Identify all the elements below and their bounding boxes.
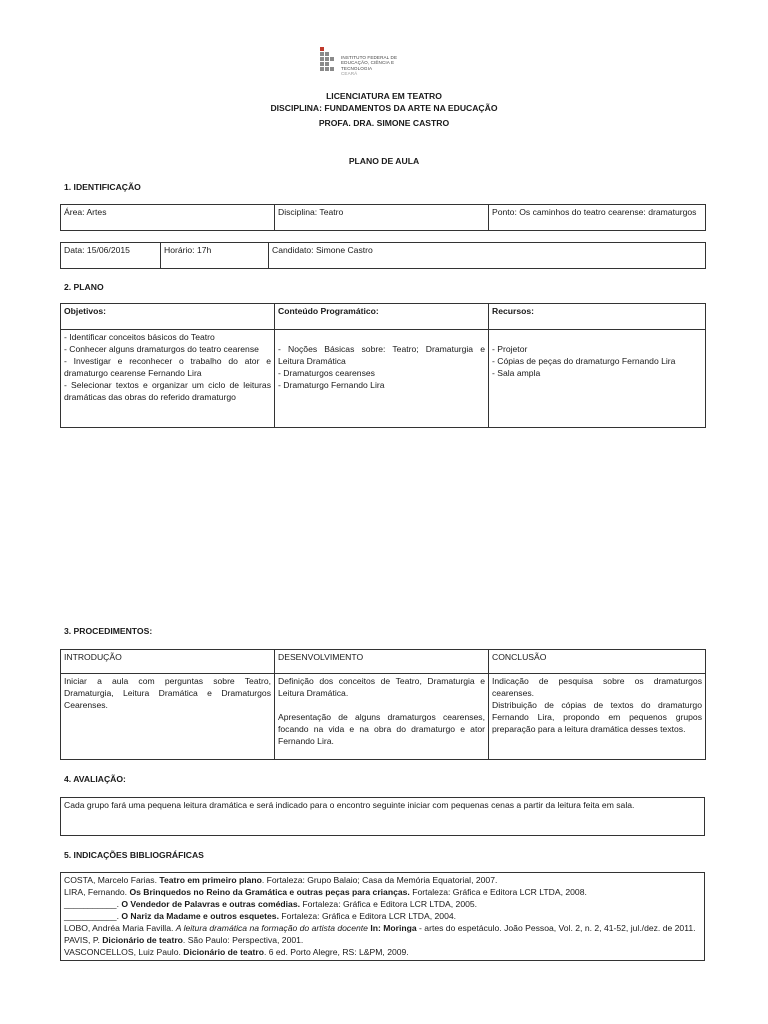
bib-publisher: . São Paulo: Perspectiva, 2001. bbox=[182, 935, 304, 945]
identificacao-table-2 bbox=[60, 242, 706, 269]
conteudo-header: Conteúdo Programático: bbox=[275, 304, 489, 330]
horario-cell: Horário: 17h bbox=[161, 243, 269, 269]
bib-journal: In: Moringa bbox=[367, 923, 417, 933]
bib-title: Dicionário de teatro bbox=[183, 947, 264, 957]
page-title: PLANO DE AULA bbox=[348, 156, 420, 166]
objetivos-header: Objetivos: bbox=[61, 304, 275, 330]
bib-author: COSTA, Marcelo Farias. bbox=[64, 875, 160, 885]
bib-title: A leitura dramática na formação do artista docente bbox=[175, 923, 368, 933]
disciplina-cell: Disciplina: Teatro bbox=[275, 205, 489, 231]
recurso-item: - Sala ampla bbox=[492, 368, 541, 378]
bib-author: LOBO, Andréa Maria Favilla. bbox=[64, 923, 176, 933]
bib-author: ___________. bbox=[64, 911, 122, 921]
bib-publisher: Fortaleza: Gráfica e Editora LCR LTDA, 2008. bbox=[409, 887, 587, 897]
bib-author: ___________. bbox=[64, 899, 122, 909]
objetivo-item: - Conhecer alguns dramaturgos do teatro cearense bbox=[64, 344, 259, 354]
conteudo-cell bbox=[275, 330, 489, 428]
objetivo-item: - Selecionar textos e organizar um ciclo de leituras dramáticas das obras do referido dramaturgo bbox=[64, 380, 271, 402]
bib-ref bbox=[64, 910, 701, 922]
section-bibliografia-heading: 5. INDICAÇÕES BIBLIOGRÁFICAS bbox=[64, 850, 204, 860]
recurso-item: - Cópias de peças do dramaturgo Fernando Lira bbox=[492, 356, 676, 366]
bib-author: LIRA, Fernando. bbox=[64, 887, 130, 897]
bib-publisher: Fortaleza: Gráfica e Editora LCR LTDA, 2005. bbox=[300, 899, 478, 909]
logo-text bbox=[341, 55, 406, 76]
bibliografia-table bbox=[60, 872, 705, 961]
conteudo-item: - Dramaturgos cearenses bbox=[278, 368, 375, 378]
conteudo-item: - Dramaturgo Fernando Lira bbox=[278, 380, 385, 390]
bib-title: Os Brinquedos no Reino da Gramática e outras peças para crianças. bbox=[129, 887, 410, 897]
identificacao-table-1 bbox=[60, 204, 706, 231]
section-plano-heading: 2. PLANO bbox=[64, 282, 104, 292]
recursos-cell bbox=[489, 330, 706, 428]
conclusao-cell bbox=[489, 674, 706, 760]
bib-title: O Nariz da Madame e outros esquetes. bbox=[121, 911, 279, 921]
logo-line-1: INSTITUTO FEDERAL DE bbox=[341, 55, 398, 60]
bib-publisher: . Fortaleza: Grupo Balaio; Casa da Memória Equatorial, 2007. bbox=[261, 875, 498, 885]
bib-author: PAVIS, P. bbox=[64, 935, 103, 945]
introducao-cell: Iniciar a aula com perguntas sobre Teatro, Dramaturgia, Leitura Dramática e Dramaturgos Cearenses. bbox=[61, 674, 275, 760]
desenvolvimento-paragraph: Definição dos conceitos de Teatro, Dramaturgia e Leitura Dramática. bbox=[278, 676, 485, 698]
bib-ref bbox=[64, 886, 701, 898]
logo-grid-icon bbox=[320, 47, 337, 74]
conclusao-header: CONCLUSÃO bbox=[489, 650, 706, 674]
logo-line-2: EDUCAÇÃO, CIÊNCIA E TECNOLOGIA bbox=[341, 60, 395, 71]
ponto-cell: Ponto: Os caminhos do teatro cearense: dramaturgos bbox=[489, 205, 706, 231]
section-identificacao-heading: 1. IDENTIFICAÇÃO bbox=[64, 182, 141, 192]
desenvolvimento-header: DESENVOLVIMENTO bbox=[275, 650, 489, 674]
bib-ref bbox=[64, 934, 701, 946]
bib-publisher: . 6 ed. Porto Alegre, RS: L&PM, 2009. bbox=[263, 947, 409, 957]
candidato-cell: Candidato: Simone Castro bbox=[269, 243, 706, 269]
procedimentos-table bbox=[60, 649, 706, 760]
plano-table bbox=[60, 303, 706, 428]
objetivo-item: - Investigar e reconhecer o trabalho do ator e dramaturgo cearense Fernando Lira bbox=[64, 356, 271, 378]
avaliacao-cell: Cada grupo fará uma pequena leitura dramática e será indicado para o encontro seguinte iniciar com pequenas cenas a partir da leitura feita em sala. bbox=[61, 798, 705, 836]
discipline-title: DISCIPLINA: FUNDAMENTOS DA ARTE NA EDUCAÇÃO bbox=[270, 103, 498, 113]
conteudo-item: - Noções Básicas sobre: Teatro; Dramaturgia e Leitura Dramática bbox=[278, 344, 485, 366]
recurso-item: - Projetor bbox=[492, 344, 528, 354]
bibliografia-cell bbox=[61, 873, 705, 961]
area-cell: Área: Artes bbox=[61, 205, 275, 231]
bib-publisher: Fortaleza: Gráfica e Editora LCR LTDA, 2004. bbox=[278, 911, 457, 921]
bib-title: Dicionário de teatro bbox=[102, 935, 183, 945]
objetivos-cell bbox=[61, 330, 275, 428]
bib-ref bbox=[64, 898, 701, 910]
bib-ref bbox=[64, 874, 701, 886]
section-procedimentos-heading: 3. PROCEDIMENTOS: bbox=[64, 626, 153, 636]
conclusao-paragraph: Indicação de pesquisa sobre os dramaturgos cearenses. bbox=[492, 676, 702, 698]
section-avaliacao-heading: 4. AVALIAÇÃO: bbox=[64, 774, 126, 784]
desenvolvimento-paragraph: Apresentação de alguns dramaturgos cearenses, focando na vida e na obra do dramaturgo e ator Fernando Lira. bbox=[278, 712, 485, 746]
course-title: LICENCIATURA EM TEATRO bbox=[326, 91, 442, 101]
institution-logo bbox=[320, 47, 406, 75]
bib-ref bbox=[64, 922, 701, 934]
conclusao-paragraph: Distribuição de cópias de textos do dramaturgo Fernando Lira, propondo em pequenos grupos preparação para a leitura dramática desses textos. bbox=[492, 700, 702, 734]
bib-author: VASCONCELLOS, Luiz Paulo. bbox=[64, 947, 184, 957]
desenvolvimento-cell bbox=[275, 674, 489, 760]
introducao-header: INTRODUÇÃO bbox=[61, 650, 275, 674]
professor-name: PROFA. DRA. SIMONE CASTRO bbox=[318, 118, 450, 128]
bib-publisher: - artes do espetáculo. João Pessoa, Vol. 2, n. 2, 41-52, jul./dez. de 2011. bbox=[416, 923, 696, 933]
bib-title: Teatro em primeiro plano bbox=[159, 875, 262, 885]
data-cell: Data: 15/06/2015 bbox=[61, 243, 161, 269]
recursos-header: Recursos: bbox=[489, 304, 706, 330]
avaliacao-table bbox=[60, 797, 705, 836]
bib-title: O Vendedor de Palavras e outras comédias. bbox=[121, 899, 300, 909]
logo-line-3: CEARÁ bbox=[341, 70, 358, 76]
bib-ref bbox=[64, 946, 701, 958]
objetivo-item: - Identificar conceitos básicos do Teatro bbox=[64, 332, 215, 342]
